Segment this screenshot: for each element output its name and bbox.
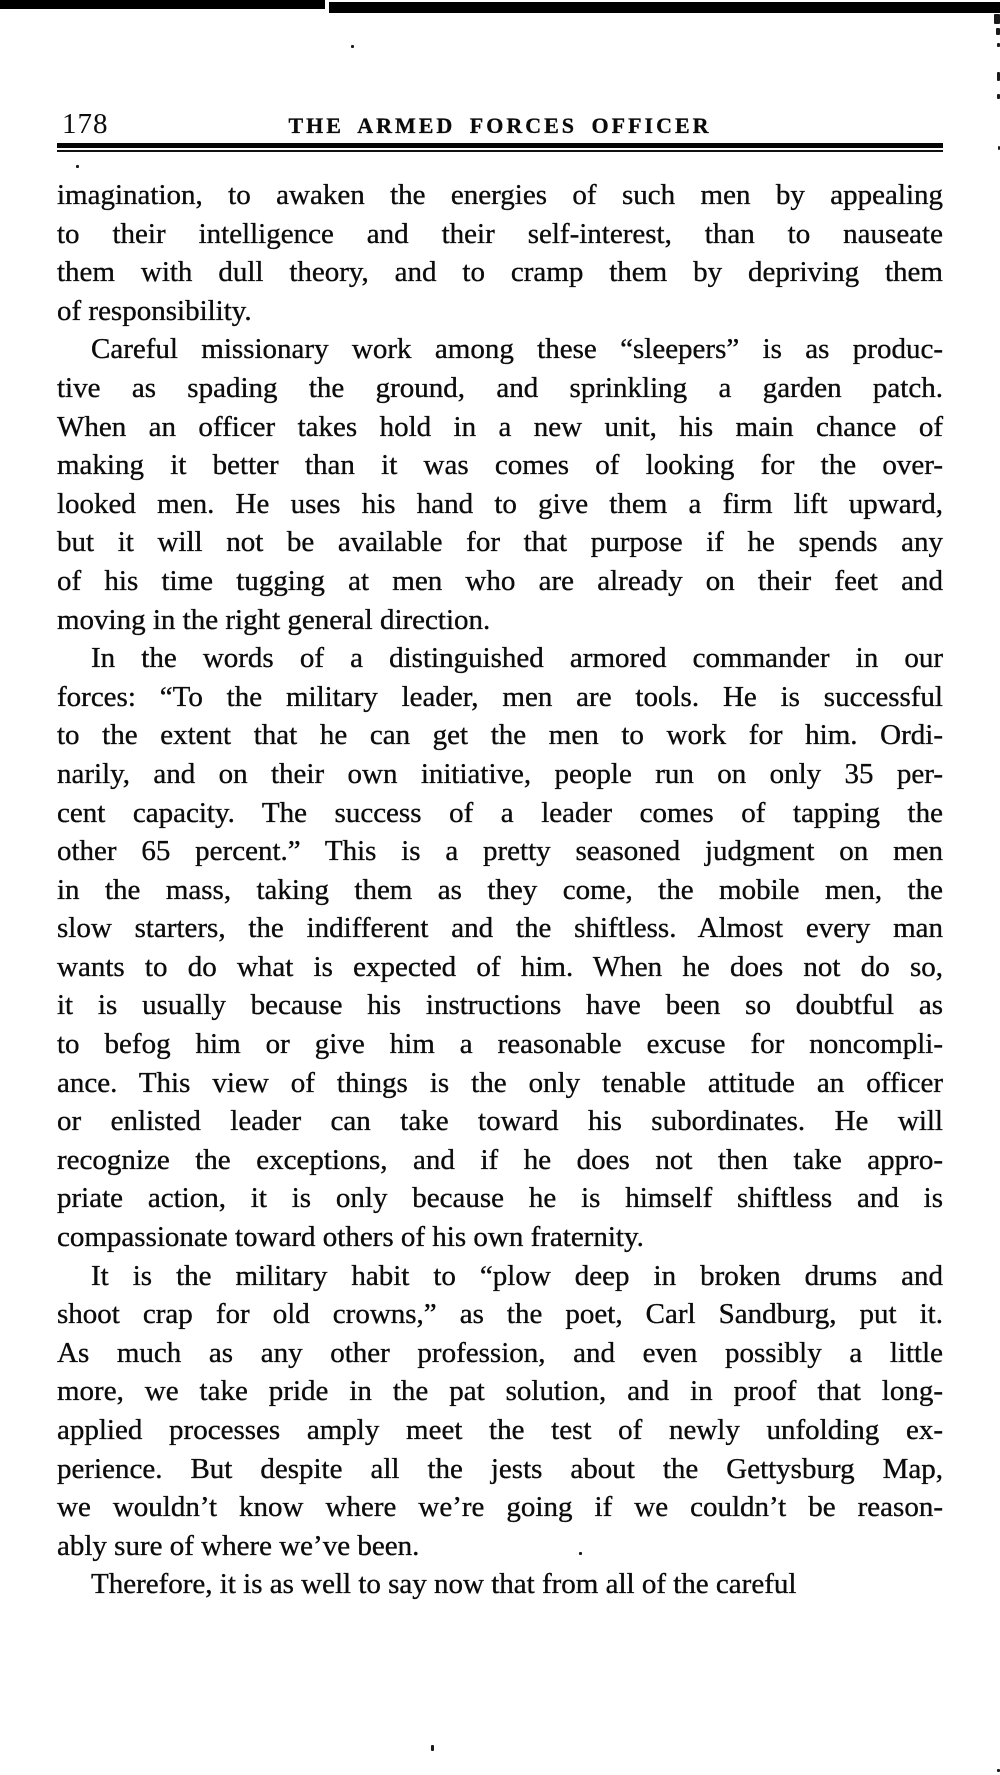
text-line: imagination, to awaken the energies of such men by appealing [57, 179, 943, 211]
text-line: to the extent that he can get the men to work for him. Ordi- [57, 719, 943, 752]
text-line: wants to do what is expected of him. When he does not do so, [57, 950, 943, 983]
text-line: making it better than it was comes of looking for the over- [57, 449, 943, 482]
text-line: recognize the exceptions, and if he does not then take appro- [57, 1143, 943, 1176]
text-line: of responsibility. [57, 294, 252, 327]
text-line: applied processes amply meet the test of newly unfolding ex- [57, 1414, 943, 1446]
text-line: but it will not be available for that purpose if he spends any [57, 526, 943, 559]
text-line: perience. But despite all the jests about the Gettysburg Map, [57, 1452, 943, 1485]
text-line: forces: “To the military leader, men are tools. He is successful [57, 680, 943, 713]
text-line: to befog him or give him a reasonable excuse for noncompli- [57, 1028, 943, 1061]
text-line: compassionate toward others of his own fraternity. [57, 1221, 644, 1254]
header-rule [57, 143, 943, 152]
text-line: or enlisted leader can take toward his subordinates. He will [57, 1105, 943, 1138]
scan-speck [431, 1745, 434, 1751]
text-line: Careful missionary work among these “sleepers” is as produc- [91, 333, 943, 366]
page-number: 178 [62, 108, 109, 140]
text-line: shoot crap for old crowns,” as the poet, Carl Sandburg, put it. [57, 1298, 943, 1331]
text-line: cent capacity. The success of a leader comes of tapping the [57, 796, 943, 829]
text-line: it is usually because his instructions have been so doubtful as [57, 989, 943, 1022]
text-line: In the words of a distinguished armored commander in our [91, 642, 943, 675]
text-line: other 65 percent.” This is a pretty seasoned judgment on men [57, 835, 943, 868]
text-line: to their intelligence and their self-interest, than to nauseate [57, 217, 943, 250]
text-line: looked men. He uses his hand to give them a firm lift upward, [57, 487, 943, 520]
text-line: we wouldn’t know where we’re going if we couldn’t be reason- [57, 1491, 943, 1524]
body-text [57, 176, 943, 1604]
scan-speck [351, 45, 354, 48]
text-line: slow starters, the indifferent and the shiftless. Almost every man [57, 912, 943, 945]
text-line: ance. This view of things is the only tenable attitude an officer [57, 1066, 943, 1099]
text-line: moving in the right general direction. [57, 603, 491, 636]
text-line: them with dull theory, and to cramp them by depriving them [57, 256, 943, 289]
scan-speck [994, 14, 1000, 24]
text-line: more, we take pride in the pat solution, and in proof that long- [57, 1375, 943, 1408]
text-line: ably sure of where we’ve been. [57, 1529, 420, 1562]
text-line: of his time tugging at men who are already on their feet and [57, 564, 943, 597]
text-line: Therefore, it is as well to say now that from all of the careful [91, 1568, 797, 1601]
text-line: tive as spading the ground, and sprinkling a garden patch. [57, 371, 943, 404]
text-line: in the mass, taking them as they come, the mobile men, the [57, 873, 943, 906]
scan-speck [996, 28, 1000, 35]
text-line: It is the military habit to “plow deep in broken drums and [91, 1259, 943, 1292]
text-line: priate action, it is only because he is himself shiftless and is [57, 1182, 943, 1215]
running-header-title: THE ARMED FORCES OFFICER [288, 113, 712, 138]
text-line: When an officer takes hold in a new unit, his main chance of [57, 410, 943, 443]
scan-speck [76, 165, 79, 168]
text-line: narily, and on their own initiative, people run on only 35 per- [57, 757, 943, 790]
scan-bar-top-left [0, 0, 325, 9]
scan-bar-top-right [329, 2, 1000, 13]
text-line: As much as any other profession, and even possibly a little [57, 1336, 943, 1369]
